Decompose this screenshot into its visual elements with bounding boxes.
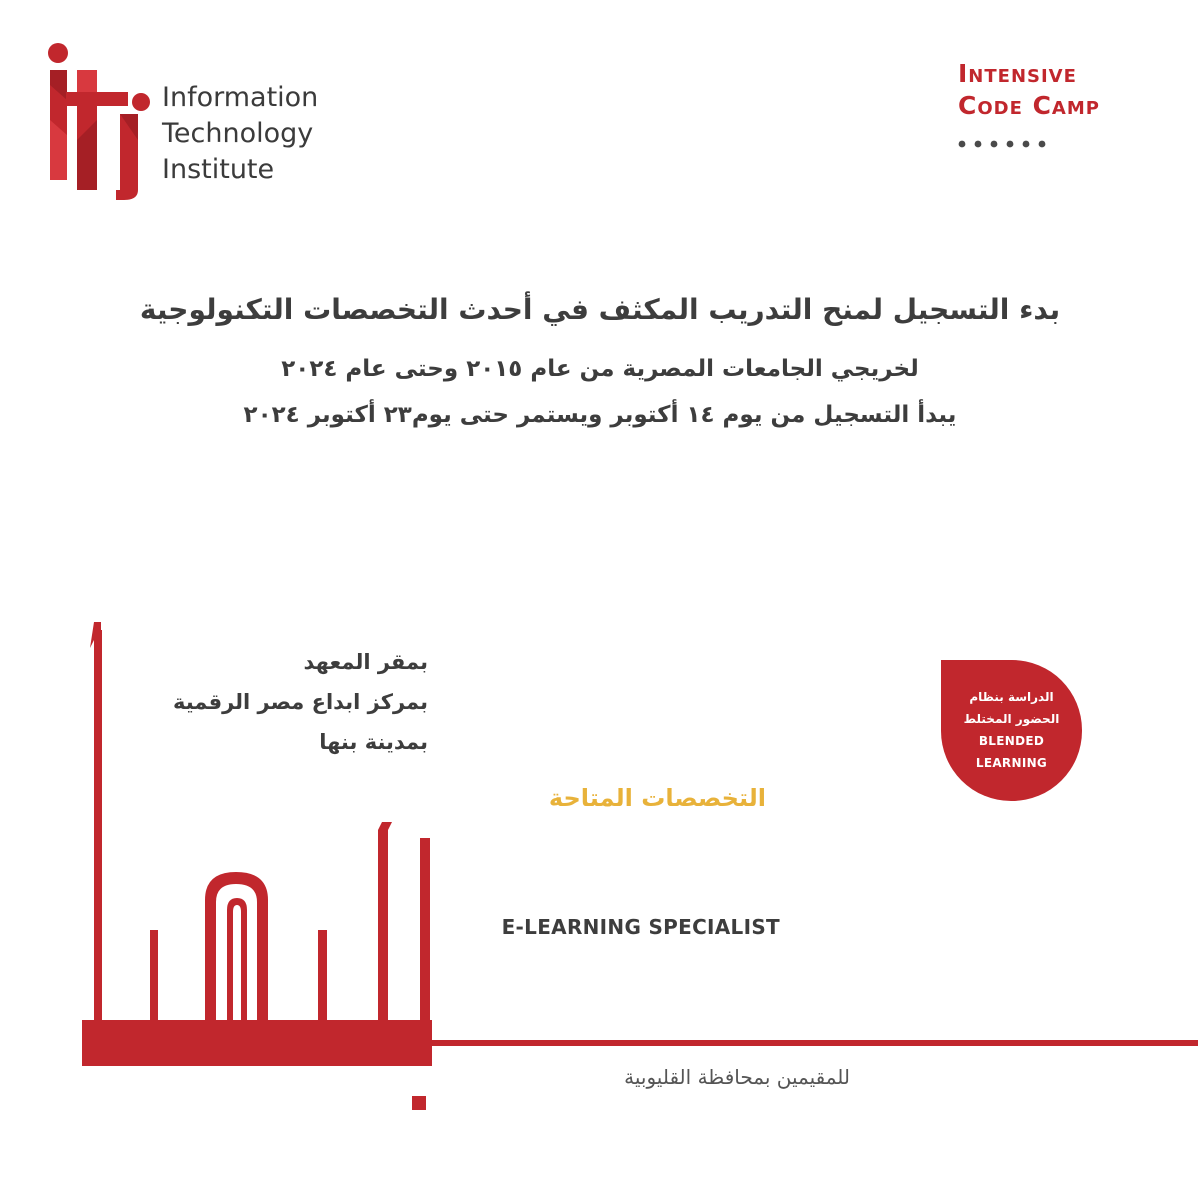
locations-list bbox=[130, 642, 428, 762]
camp-line-2: Code Camp bbox=[958, 91, 1100, 120]
dots-icon bbox=[958, 138, 1048, 150]
registration-dates-line: يبدأ التسجيل من يوم ١٤ أكتوبر ويستمر حتى يوم٢٣ أكتوبر ٢٠٢٤ bbox=[243, 402, 957, 428]
residents-note: للمقيمين بمحافظة القليوبية bbox=[624, 1065, 850, 1089]
logo-line-3: Institute bbox=[162, 154, 275, 185]
headline: بدء التسجيل لمنح التدريب المكثف في أحدث التخصصات التكنولوجية bbox=[139, 293, 1061, 326]
logo-line-2: Technology bbox=[162, 118, 314, 149]
eligibility-line: لخريجي الجامعات المصرية من عام ٢٠١٥ وحتى عام ٢٠٢٤ bbox=[281, 356, 919, 382]
blended-learning-badge bbox=[941, 660, 1082, 801]
specialties-title: التخصصات المتاحة bbox=[548, 784, 766, 812]
badge-en-line-2: LEARNING bbox=[975, 756, 1048, 770]
badge-ar-line-1: الدراسة بنظام bbox=[969, 690, 1054, 704]
badge-en-line-1: BLENDED bbox=[978, 734, 1045, 748]
iti-logo-icon bbox=[44, 40, 154, 200]
location-item: بمدينة بنها bbox=[319, 730, 428, 754]
logo-wordmark bbox=[162, 80, 318, 188]
camp-line-1: Intensive bbox=[958, 59, 1077, 88]
badge-ar-line-2: الحضور المختلط bbox=[963, 712, 1060, 726]
location-item: بمركز ابداع مصر الرقمية bbox=[172, 690, 428, 714]
location-item: بمقر المعهد bbox=[303, 650, 428, 674]
track-item: E-LEARNING SPECIALIST bbox=[501, 915, 780, 939]
logo-line-1: Information bbox=[162, 82, 319, 113]
code-camp-brand bbox=[958, 58, 1158, 122]
